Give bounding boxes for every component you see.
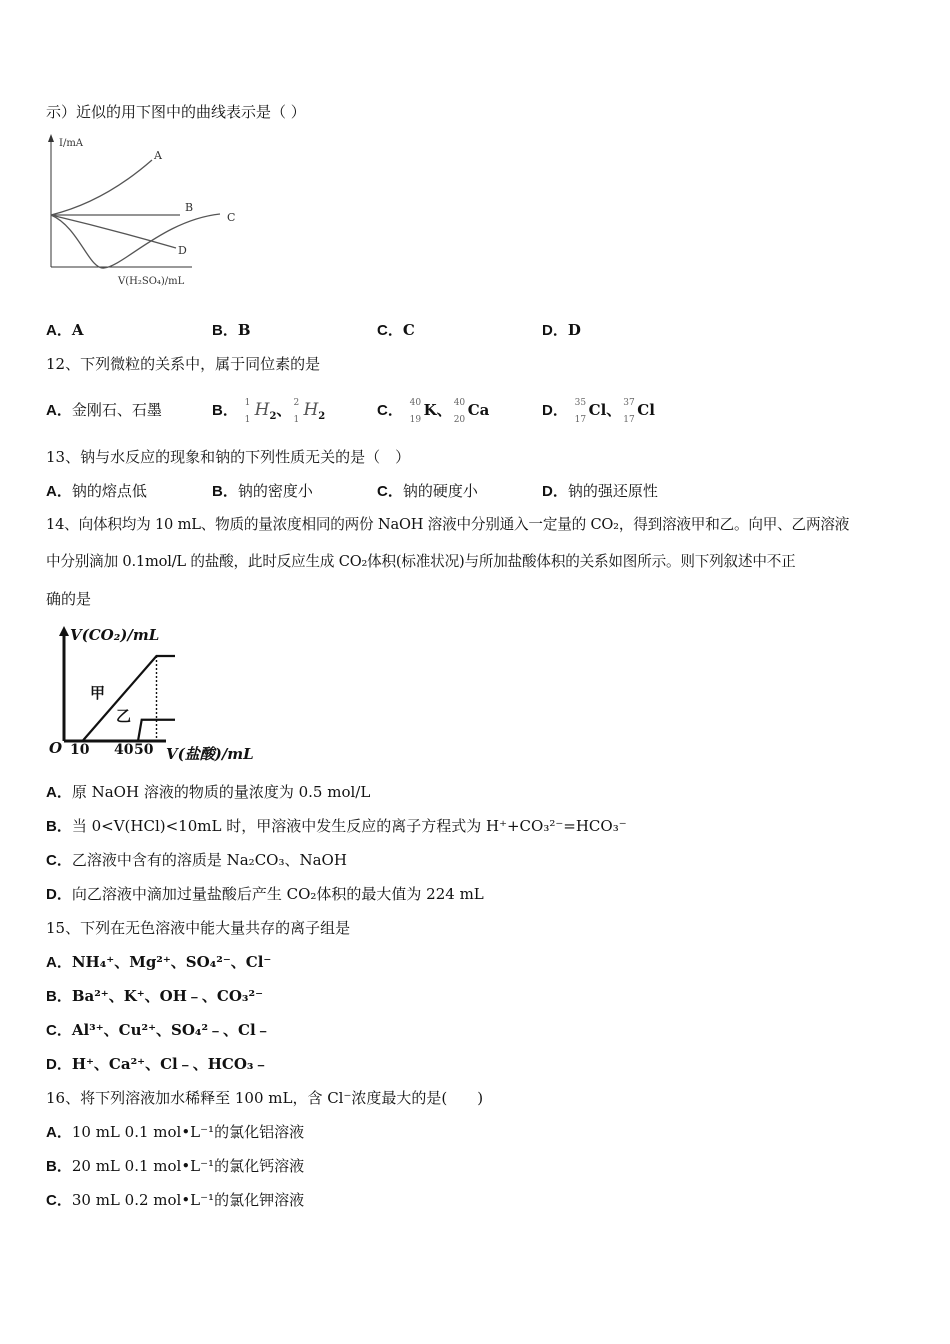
q11-label-c: C [227,211,236,224]
q11-ylabel: I/mA [59,138,84,149]
q11-option-a: A．A [46,321,84,339]
q11-label-b: B [185,201,194,214]
q12-option-c: C． 40 19 K、 40 20 Ca [377,398,490,425]
q11-graph [44,132,244,292]
q11-label-d: D [178,244,187,257]
q14-label-yi: 乙 [116,707,132,725]
q11-intro: 示）近似的用下图中的曲线表示是（ ） [46,103,306,121]
q11-option-c: C．C [377,321,415,339]
q12-option-d: D． 35 17 Cl、 37 17 Cl [542,398,655,425]
q11-option-b: B．B [212,321,251,339]
q15-option-c: C．Al³⁺、Cu²⁺、SO₄²﹣、Cl﹣ [46,1021,271,1039]
q14-ylabel: V(CO₂)/mL [70,626,160,644]
q14-option-c: C．乙溶液中含有的溶质是 Na₂CO₃、NaOH [46,851,347,869]
q16-stem: 16、将下列溶液加水稀释至 100 mL，含 Cl⁻浓度最大的是( ) [46,1089,484,1107]
q16-option-b: B．20 mL 0.1 mol•L⁻¹的氯化钙溶液 [46,1157,305,1175]
q16-option-a: A．10 mL 0.1 mol•L⁻¹的氯化铝溶液 [46,1123,305,1141]
q11-curve-d [51,215,176,248]
q14-xtick-40: 40 [114,742,134,758]
q14-xtick-50: 50 [134,742,154,758]
q11-xlabel: V(H₂SO₄)/mL [118,276,185,287]
q11-label-a: A [154,149,162,162]
q11-curve-c [51,214,220,268]
q11-option-d: D．D [542,321,581,339]
q14-chart [46,623,261,765]
q15-stem: 15、下列在无色溶液中能大量共存的离子组是 [46,919,351,937]
q14-origin-label: O [49,739,63,757]
q14-stem-line3: 确的是 [46,590,92,608]
q12-option-b: B． 1 1 $H_2$、 2 1 $H_2$ [212,398,326,425]
q14-option-d: D．向乙溶液中滴加过量盐酸后产生 CO₂体积的最大值为 224 mL [46,885,484,903]
q11-curve-a [51,160,152,215]
q13-option-d: D．钠的强还原性 [542,482,658,500]
q13-option-b: B．钠的密度小 [212,482,313,500]
q14-label-jia: 甲 [90,684,106,702]
q15-option-d: D．H⁺、Ca²⁺、Cl﹣、HCO₃﹣ [46,1055,269,1073]
q15-option-a: A．NH₄⁺、Mg²⁺、SO₄²⁻、Cl⁻ [46,953,272,971]
q13-option-c: C．钠的硬度小 [377,482,478,500]
q13-stem: 13、钠与水反应的现象和钠的下列性质无关的是（ ） [46,448,411,466]
q12-stem: 12、下列微粒的关系中，属于同位素的是 [46,355,321,373]
q14-xlabel: V(盐酸)/mL [166,745,254,763]
q13-option-a: A．钠的熔点低 [46,482,147,500]
q14-option-b: B．当 0<V(HCl)<10mL 时，甲溶液中发生反应的离子方程式为 H⁺+CO₃²⁻=HCO₃⁻ [46,817,627,835]
q14-xtick-10: 10 [70,742,90,758]
q14-option-a: A．原 NaOH 溶液的物质的量浓度为 0.5 mol/L [46,783,371,801]
q14-stem-line1: 14、向体积均为 10 mL、物质的量浓度相同的两份 NaOH 溶液中分别通入一定量的 CO₂，得到溶液甲和乙。向甲、乙两溶液 [46,516,850,533]
q12-option-a: A．金刚石、石墨 [46,401,162,419]
q16-option-c: C．30 mL 0.2 mol•L⁻¹的氯化钾溶液 [46,1191,305,1209]
q15-option-b: B．Ba²⁺、K⁺、OH﹣、CO₃²⁻ [46,987,263,1005]
q14-stem-line2: 中分别滴加 0.1mol/L 的盐酸，此时反应生成 CO₂体积(标准状况)与所加盐酸体积的关系如图所示。则下列叙述中不正 [46,553,796,570]
